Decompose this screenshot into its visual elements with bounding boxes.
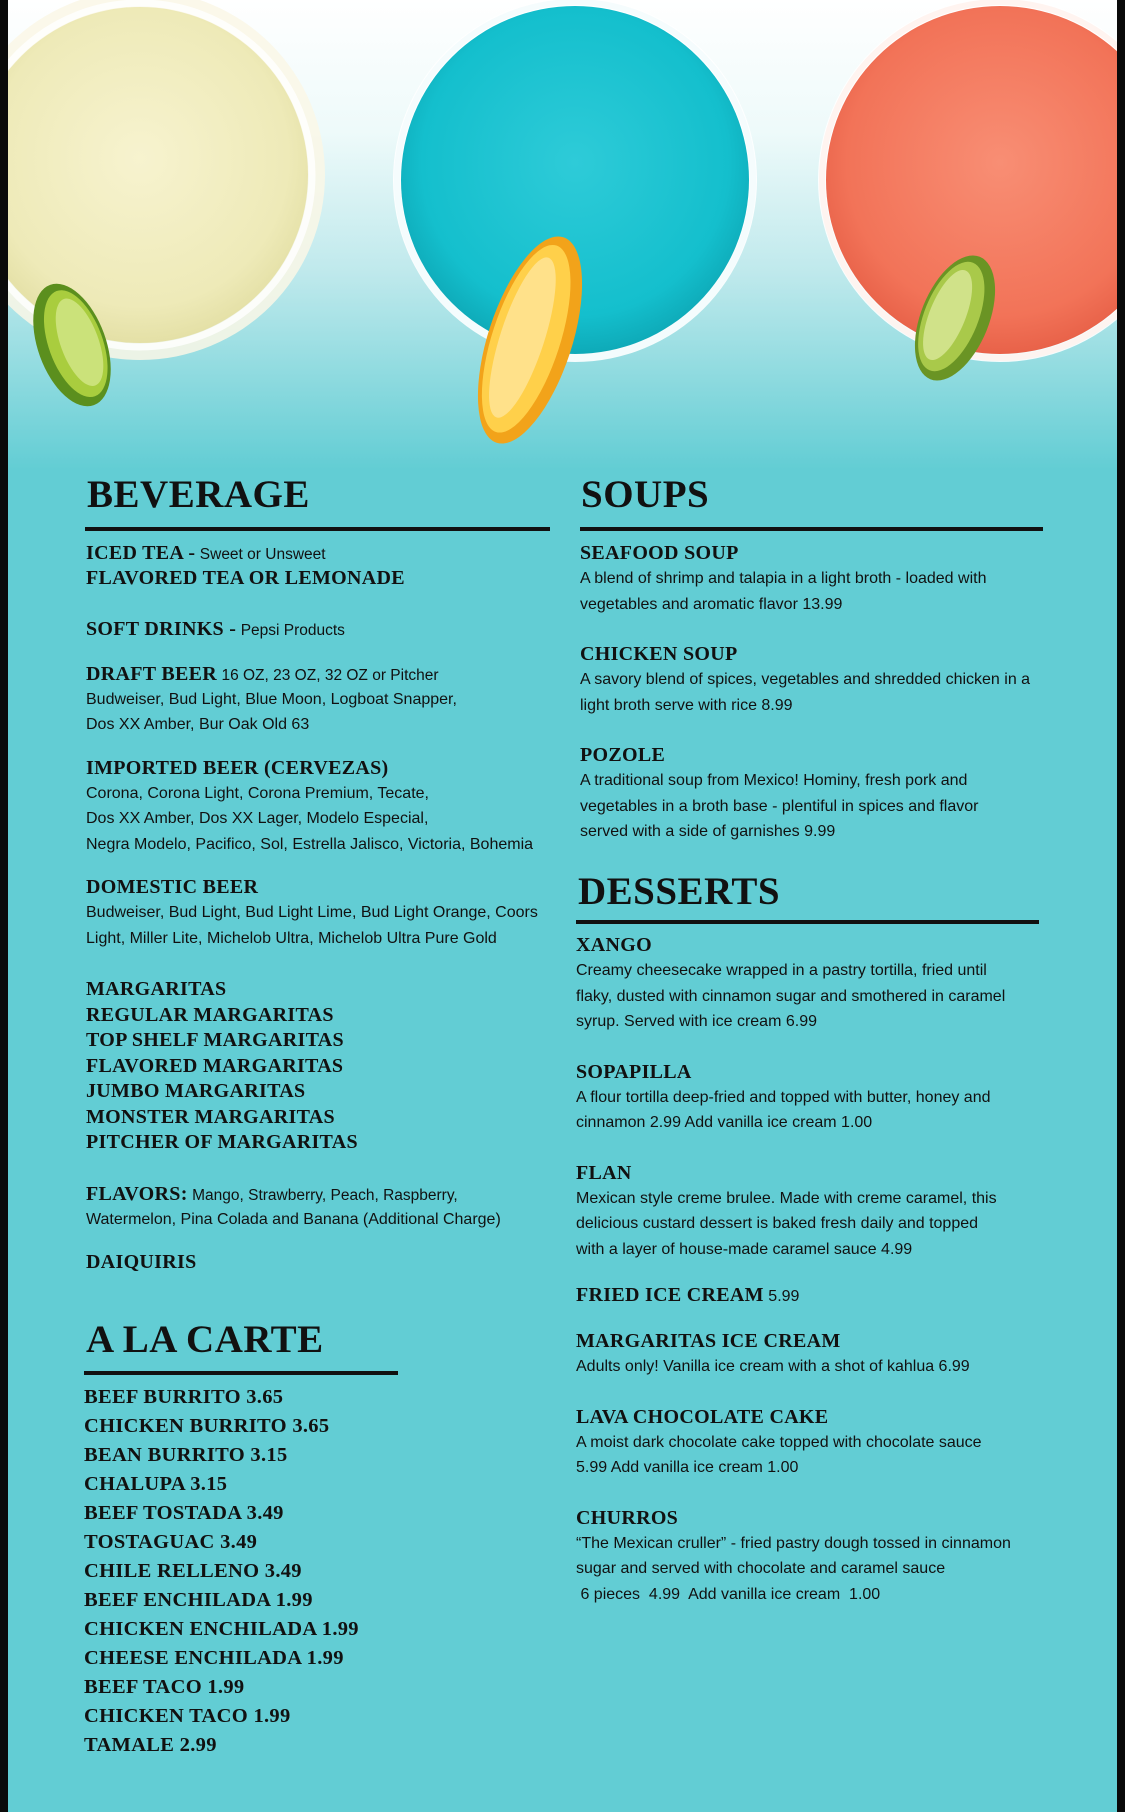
domestic-beer-name: DOMESTIC BEER [86, 876, 259, 898]
draft-beer-sizes: 16 OZ, 23 OZ, 32 OZ or Pitcher [221, 666, 439, 684]
draft-beer-item [86, 662, 566, 738]
dessert-name: XANGO [576, 934, 652, 956]
dessert-item [576, 1506, 1086, 1608]
margarita-item: PITCHER OF MARGARITAS [86, 1131, 358, 1153]
a-la-carte-item: BEEF BURRITO 3.65 [84, 1386, 284, 1408]
dessert-desc-line: 5.99 Add vanilla ice cream 1.00 [576, 1459, 799, 1476]
soup-desc-line: A traditional soup from Mexico! Hominy, fresh pork and [580, 772, 968, 789]
daiquiris-item: DAIQUIRIS [86, 1251, 197, 1273]
soup-desc-line: A blend of shrimp and talapia in a light broth - loaded with [580, 570, 987, 587]
imported-beer-name: IMPORTED BEER (CERVEZAS) [86, 756, 389, 779]
soup-item [580, 642, 1080, 718]
a-la-carte-item: CHICKEN ENCHILADA 1.99 [84, 1618, 359, 1640]
soft-drinks-name: SOFT DRINKS - [86, 617, 237, 640]
soups-section [580, 541, 1080, 845]
a-la-carte-rule [84, 1371, 398, 1375]
dessert-desc-line: “The Mexican cruller” - fried pastry dough tossed in cinnamon [576, 1534, 1011, 1552]
dessert-desc-line: 6 pieces 4.99 Add vanilla ice cream 1.00 [576, 1585, 881, 1603]
dessert-desc-line: Mexican style creme brulee. Made with creme caramel, this [576, 1189, 997, 1207]
dessert-desc-line: syrup. Served with ice cream 6.99 [576, 1013, 817, 1030]
flavors-line: Watermelon, Pina Colada and Banana (Additional Charge) [86, 1210, 501, 1228]
imported-beer-line: Negra Modelo, Pacifico, Sol, Estrella Jalisco, Victoria, Bohemia [86, 835, 534, 853]
soup-item [580, 541, 1080, 617]
a-la-carte-item: TAMALE 2.99 [84, 1734, 217, 1756]
domestic-beer-item [86, 875, 566, 951]
a-la-carte-item: BEEF TACO 1.99 [84, 1676, 245, 1698]
soups-rule [580, 527, 1043, 531]
a-la-carte-item: CHICKEN TACO 1.99 [84, 1705, 291, 1727]
a-la-carte-heading: A LA CARTE [86, 1318, 324, 1361]
dessert-name: CHURROS [576, 1506, 679, 1529]
drinks-photo [0, 0, 1125, 470]
draft-beer-line: Dos XX Amber, Bur Oak Old 63 [86, 716, 310, 733]
dessert-item [576, 1405, 1086, 1481]
beverage-heading: BEVERAGE [87, 473, 310, 516]
dessert-item [576, 1329, 1086, 1380]
dessert-item [576, 1283, 1086, 1308]
desserts-heading: DESSERTS [578, 870, 781, 913]
iced-tea-note: Sweet or Unsweet [199, 546, 326, 563]
flavors-line: Mango, Strawberry, Peach, Raspberry, [192, 1186, 458, 1204]
imported-beer-line: Dos XX Amber, Dos XX Lager, Modelo Especial, [86, 810, 429, 827]
dessert-desc-line: flaky, dusted with cinnamon sugar and smothered in caramel [576, 987, 1006, 1005]
dessert-desc-line: cinnamon 2.99 Add vanilla ice cream 1.00 [576, 1114, 873, 1131]
draft-beer-line: Budweiser, Bud Light, Blue Moon, Logboat Snapper, [86, 690, 457, 708]
dessert-name: LAVA CHOCOLATE CAKE [576, 1405, 829, 1428]
desserts-rule [576, 920, 1039, 924]
beverage-section [86, 541, 566, 1276]
a-la-carte-item: CHILE RELLENO 3.49 [84, 1560, 302, 1582]
soup-desc-line: light broth serve with rice 8.99 [580, 696, 793, 714]
soup-desc-line: served with a side of garnishes 9.99 [580, 823, 836, 840]
drinks-hero-banner [0, 0, 1125, 470]
flavors-item [86, 1182, 566, 1233]
a-la-carte-item: CHALUPA 3.15 [84, 1473, 228, 1495]
flavored-tea-item: FLAVORED TEA OR LEMONADE [86, 567, 405, 589]
dessert-name: FLAN [576, 1161, 632, 1184]
margaritas-list [86, 977, 566, 1156]
dessert-desc-line: A flour tortilla deep-fried and topped with butter, honey and [576, 1088, 991, 1106]
strawberry-margarita-image [818, 0, 1125, 392]
left-border [0, 0, 8, 1812]
flavors-name: FLAVORS: [86, 1182, 188, 1205]
dessert-item [576, 1060, 1086, 1136]
desserts-section [576, 933, 1086, 1607]
dessert-desc-line: with a layer of house-made caramel sauce 4.99 [576, 1240, 913, 1258]
draft-beer-name: DRAFT BEER [86, 662, 217, 685]
imported-beer-item [86, 756, 566, 858]
domestic-beer-line: Budweiser, Bud Light, Bud Light Lime, Bud Light Orange, Coors [86, 904, 538, 921]
margarita-item: JUMBO MARGARITAS [86, 1080, 306, 1102]
margarita-item: FLAVORED MARGARITAS [86, 1054, 344, 1077]
soup-name: CHICKEN SOUP [580, 643, 738, 665]
dessert-name: MARGARITAS ICE CREAM [576, 1330, 841, 1352]
margarita-item: TOP SHELF MARGARITAS [86, 1029, 344, 1051]
dessert-item [576, 1161, 1086, 1263]
margarita-item: REGULAR MARGARITAS [86, 1003, 334, 1026]
soft-drinks-item [86, 617, 566, 642]
right-border [1117, 0, 1125, 1812]
soup-name: SEAFOOD SOUP [580, 542, 739, 564]
domestic-beer-line: Light, Miller Lite, Michelob Ultra, Michelob Ultra Pure Gold [86, 929, 497, 947]
margarita-item: MARGARITAS [86, 978, 227, 1000]
dessert-desc-line: sugar and served with chocolate and caramel sauce [576, 1560, 946, 1577]
dessert-desc-line: Adults only! Vanilla ice cream with a shot of kahlua 6.99 [576, 1358, 970, 1375]
soup-item [580, 743, 1080, 845]
a-la-carte-item: BEAN BURRITO 3.15 [84, 1444, 288, 1466]
margarita-item: MONSTER MARGARITAS [86, 1105, 335, 1128]
iced-tea-item [86, 541, 566, 566]
a-la-carte-item: TOSTAGUAC 3.49 [84, 1531, 258, 1553]
soup-desc-line: vegetables and aromatic flavor 13.99 [580, 595, 843, 613]
a-la-carte-item: BEEF ENCHILADA 1.99 [84, 1589, 313, 1611]
lemonade-margarita-image [0, 0, 325, 417]
dessert-price: 5.99 [768, 1288, 800, 1305]
soft-drinks-note: Pepsi Products [240, 621, 345, 639]
a-la-carte-item: CHEESE ENCHILADA 1.99 [84, 1647, 344, 1669]
dessert-name: FRIED ICE CREAM [576, 1284, 764, 1306]
dessert-name: SOPAPILLA [576, 1060, 692, 1083]
dessert-desc-line: A moist dark chocolate cake topped with chocolate sauce [576, 1433, 982, 1451]
iced-tea-name: ICED TEA - [86, 542, 196, 564]
a-la-carte-item: BEEF TOSTADA 3.49 [84, 1502, 284, 1524]
imported-beer-line: Corona, Corona Light, Corona Premium, Tecate, [86, 784, 429, 802]
dessert-desc-line: delicious custard dessert is baked fresh daily and topped [576, 1215, 979, 1232]
soups-heading: SOUPS [581, 473, 710, 516]
a-la-carte-list [84, 1383, 504, 1760]
dessert-desc-line: Creamy cheesecake wrapped in a pastry tortilla, fried until [576, 962, 987, 979]
blue-margarita-image [393, 0, 757, 456]
a-la-carte-item: CHICKEN BURRITO 3.65 [84, 1415, 330, 1437]
soup-name: POZOLE [580, 744, 666, 766]
soup-desc-line: A savory blend of spices, vegetables and shredded chicken in a [580, 671, 1031, 688]
dessert-item [576, 933, 1086, 1035]
soup-desc-line: vegetables in a broth base - plentiful in spices and flavor [580, 797, 979, 815]
beverage-rule [85, 527, 550, 531]
